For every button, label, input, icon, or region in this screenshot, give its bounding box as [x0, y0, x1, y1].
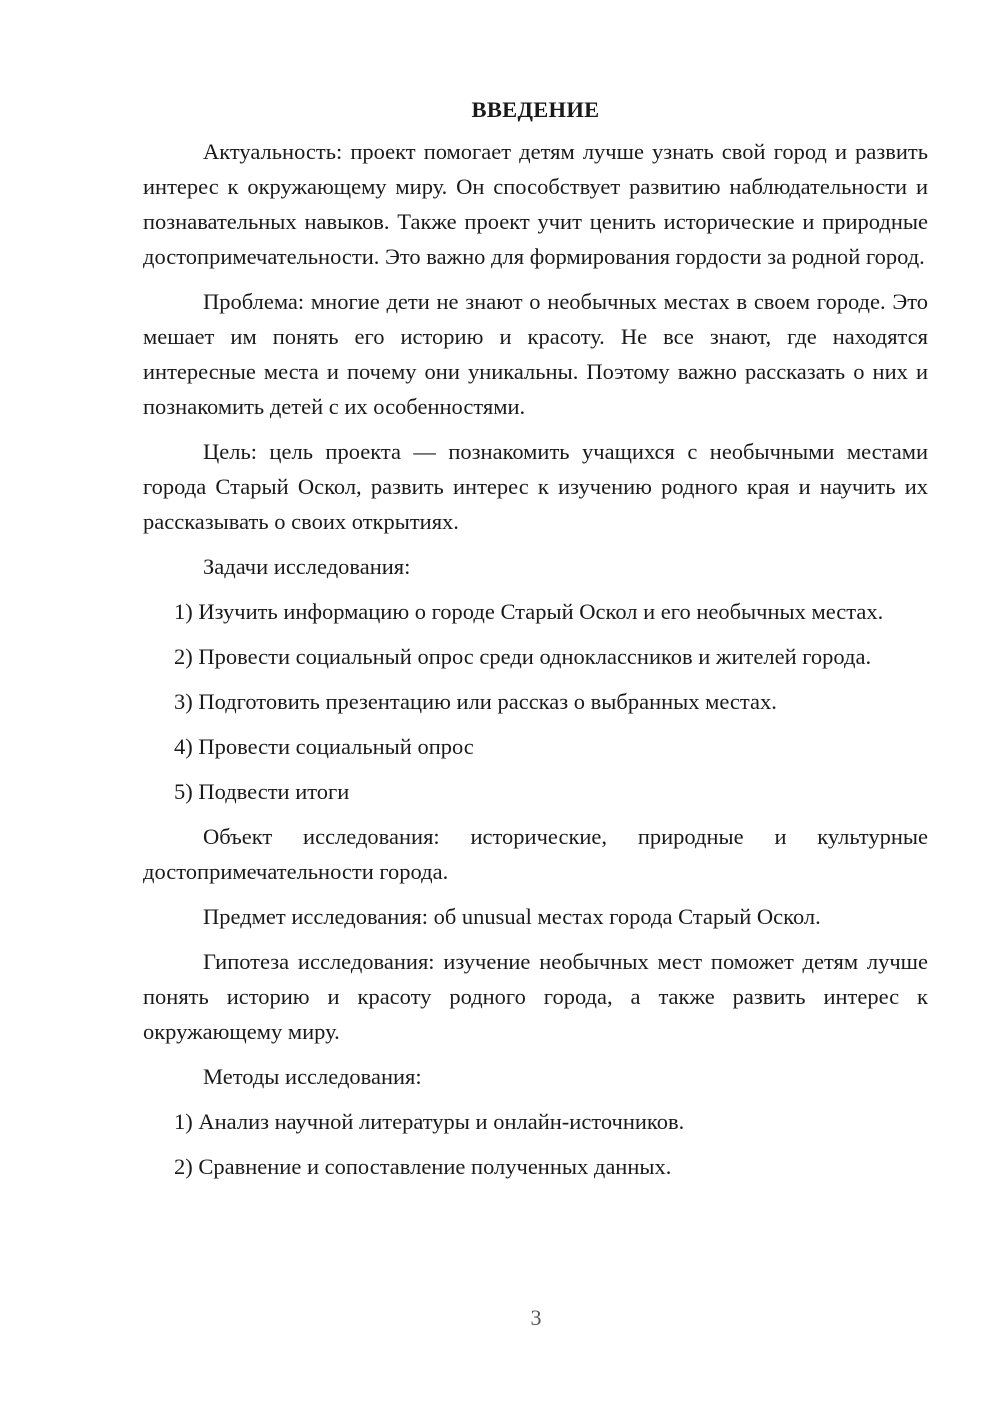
section-heading: ВВЕДЕНИЕ: [471, 97, 600, 122]
goal-paragraph: Цель: цель проекта — познакомить учащихся с необычными местами города Старый Оскол, развить интерес к изучению родного края и научить их рассказывать о своих открытиях.: [143, 439, 928, 534]
task-item-3: 3) Подготовить презентацию или рассказ о выбранных местах.: [174, 689, 777, 714]
task-item-4: 4) Провести социальный опрос: [174, 734, 474, 759]
relevance-paragraph: Актуальность: проект помогает детям лучше узнать свой город и развить интерес к окружающему миру. Он способствует развитию наблюдательности и познавательных навыков. Также проект учит ценить исторические и природные достопримечательности. Это важно для формирования гордости за родной город.: [143, 139, 928, 269]
method-item-1: 1) Анализ научной литературы и онлайн-источников.: [174, 1109, 685, 1134]
tasks-title: Задачи исследования:: [203, 554, 411, 579]
methods-title: Методы исследования:: [203, 1064, 422, 1089]
task-item-5: 5) Подвести итоги: [174, 779, 350, 804]
task-item-1: 1) Изучить информацию о городе Старый Оскол и его необычных местах.: [174, 599, 884, 624]
task-item-2: 2) Провести социальный опрос среди одноклассников и жителей города.: [174, 644, 872, 669]
hypothesis-paragraph: Гипотеза исследования: изучение необычных мест поможет детям лучше понять историю и красоту родного города, а также развить интерес к окружающему миру.: [143, 949, 928, 1044]
document-page: [143, 92, 928, 1194]
problem-paragraph: Проблема: многие дети не знают о необычных местах в своем городе. Это мешает им понять его историю и красоту. Не все знают, где находятся интересные места и почему они уникальны. Поэтому важно рассказать о них и познакомить детей с их особенностями.: [143, 289, 928, 419]
subject-paragraph: Предмет исследования: об unusual местах города Старый Оскол.: [203, 904, 821, 929]
method-item-2: 2) Сравнение и сопоставление полученных данных.: [174, 1154, 672, 1179]
object-paragraph: Объект исследования: исторические, природные и культурные достопримечательности города.: [143, 824, 928, 884]
page-number: 3: [530, 1305, 542, 1330]
